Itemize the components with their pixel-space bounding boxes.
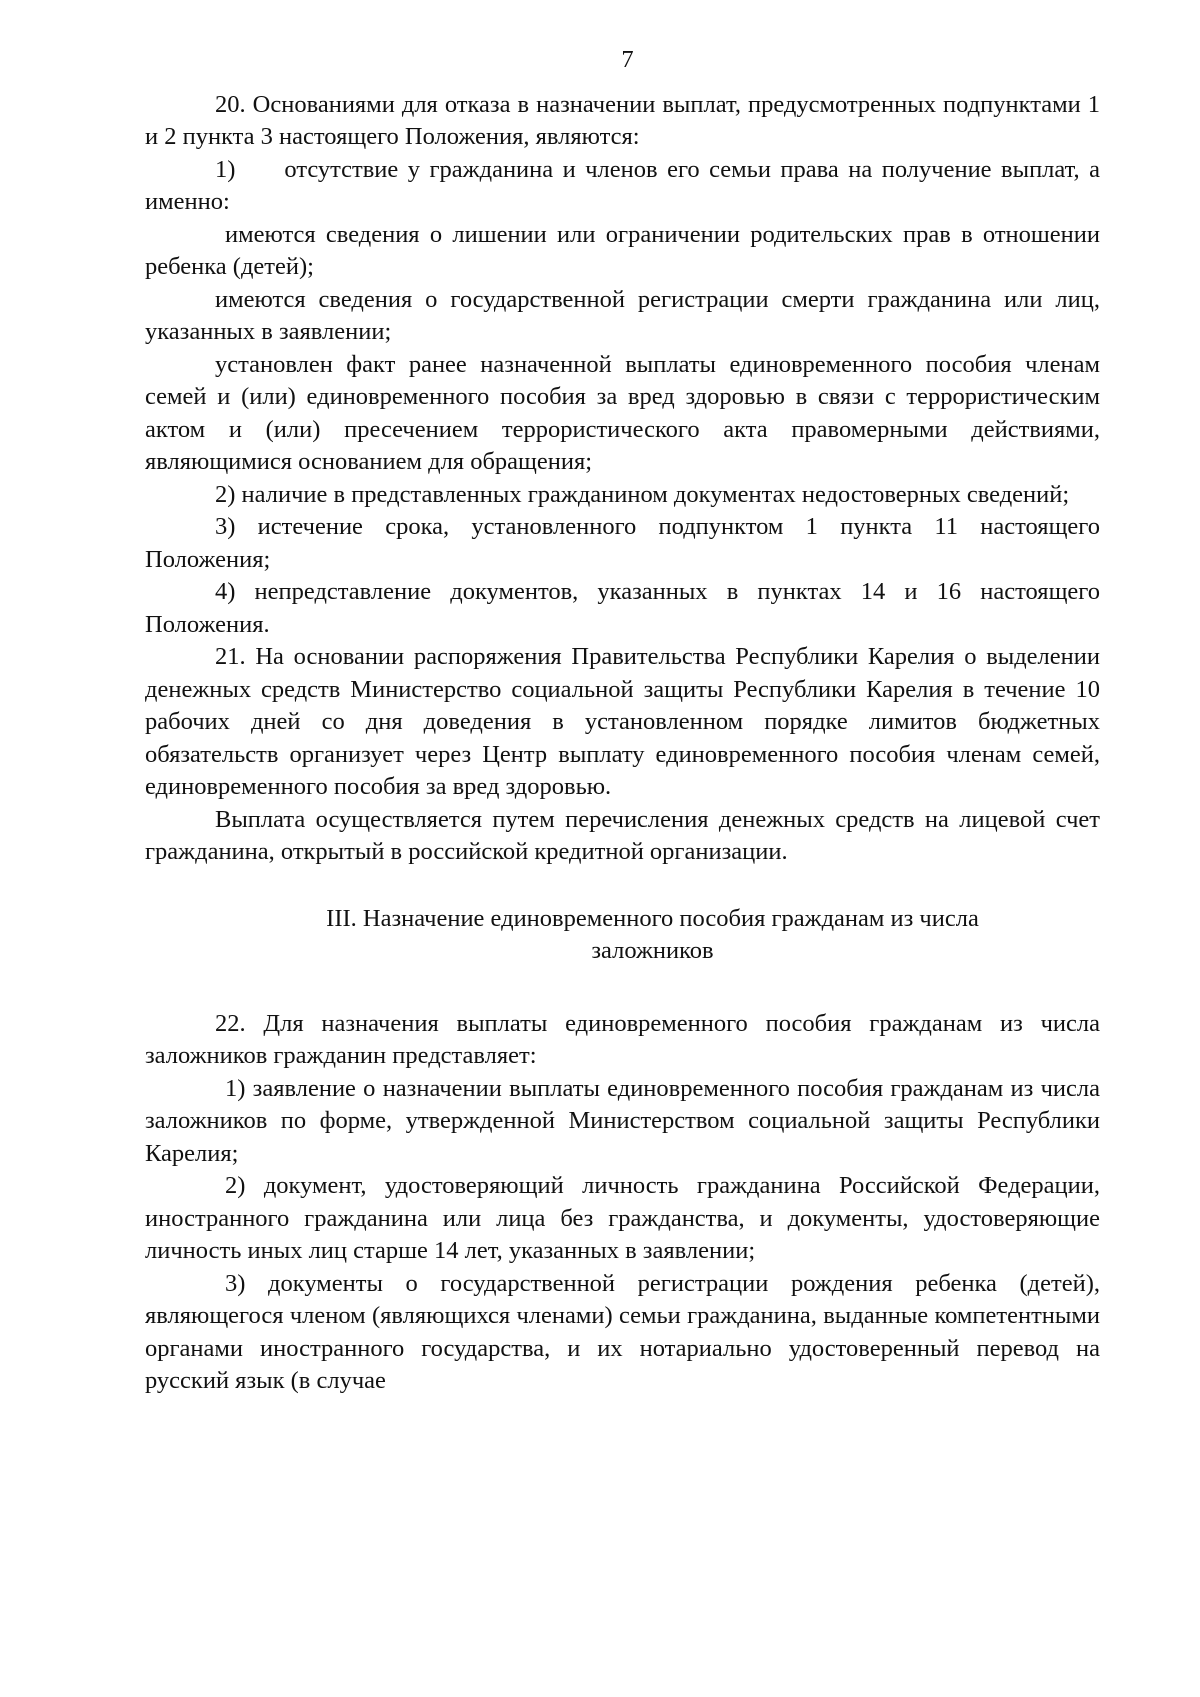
paragraph-20-item-3: 3) истечение срока, установленного подпунктом 1 пункта 11 настоящего Положения; bbox=[145, 513, 1100, 573]
paragraph-21: 21. На основании распоряжения Правительства Республики Карелия о выделении денежных средств Министерство социальной защиты Республики Карелия в течение 10 рабочих дней со дня доведения в установленном порядке лимитов бюджетных обязательств организует через Центр выплату единовременного пособия членам семей, единовременного пособия за вред здоровью. bbox=[145, 643, 1100, 800]
section-heading-line-1: III. Назначение единовременного пособия гражданам из числа bbox=[326, 904, 979, 932]
paragraph-22-item-3: 3) документы о государственной регистрации рождения ребенка (детей), являющегося членом (являющихся членами) семьи гражданина, выданные компетентными органами иностранного государства, и их нотариально удостоверенный перевод на русский язык (в случае bbox=[145, 1269, 1100, 1394]
paragraph-20-item-1: 1) отсутствие у гражданина и членов его семьи права на получение выплат, а именно: bbox=[145, 155, 1100, 215]
paragraph-21-payment: Выплата осуществляется путем перечисления денежных средств на лицевой счет гражданина, открытый в российской кредитной организации. bbox=[145, 805, 1100, 865]
paragraph-20-item-1-b: имеются сведения о государственной регистрации смерти гражданина или лиц, указанных в заявлении; bbox=[145, 285, 1100, 345]
paragraph-20: 20. Основаниями для отказа в назначении выплат, предусмотренных подпунктами 1 и 2 пункта 3 настоящего Положения, являются: bbox=[145, 90, 1100, 150]
page-number: 7 bbox=[621, 46, 634, 73]
paragraph-22: 22. Для назначения выплаты единовременного пособия гражданам из числа заложников гражданин представляет: bbox=[145, 1009, 1100, 1069]
paragraph-22-item-2: 2) документ, удостоверяющий личность гражданина Российской Федерации, иностранного гражданина или лица без гражданства, и документы, удостоверяющие личность иных лиц старше 14 лет, указанных в заявлении; bbox=[145, 1172, 1100, 1264]
paragraph-22-item-1: 1) заявление о назначении выплаты единовременного пособия гражданам из числа заложников по форме, утвержденной Министерством социальной защиты Республики Карелия; bbox=[145, 1074, 1100, 1167]
section-heading-line-2: заложников bbox=[591, 937, 714, 964]
section-heading bbox=[145, 903, 1100, 968]
paragraph-20-item-1-c: установлен факт ранее назначенной выплаты единовременного пособия членам семей и (или) единовременного пособия за вред здоровью в связи с террористическим актом и (или) пресечением террористического акта правомерными действиями, являющимися основанием для обращения; bbox=[145, 350, 1100, 475]
paragraph-20-item-4: 4) непредставление документов, указанных в пунктах 14 и 16 настоящего Положения. bbox=[145, 578, 1100, 638]
paragraph-20-item-1-a: имеются сведения о лишении или ограничении родительских прав в отношении ребенка (детей); bbox=[145, 220, 1100, 280]
paragraph-20-item-2: 2) наличие в представленных гражданином документах недостоверных сведений; bbox=[215, 480, 1070, 508]
